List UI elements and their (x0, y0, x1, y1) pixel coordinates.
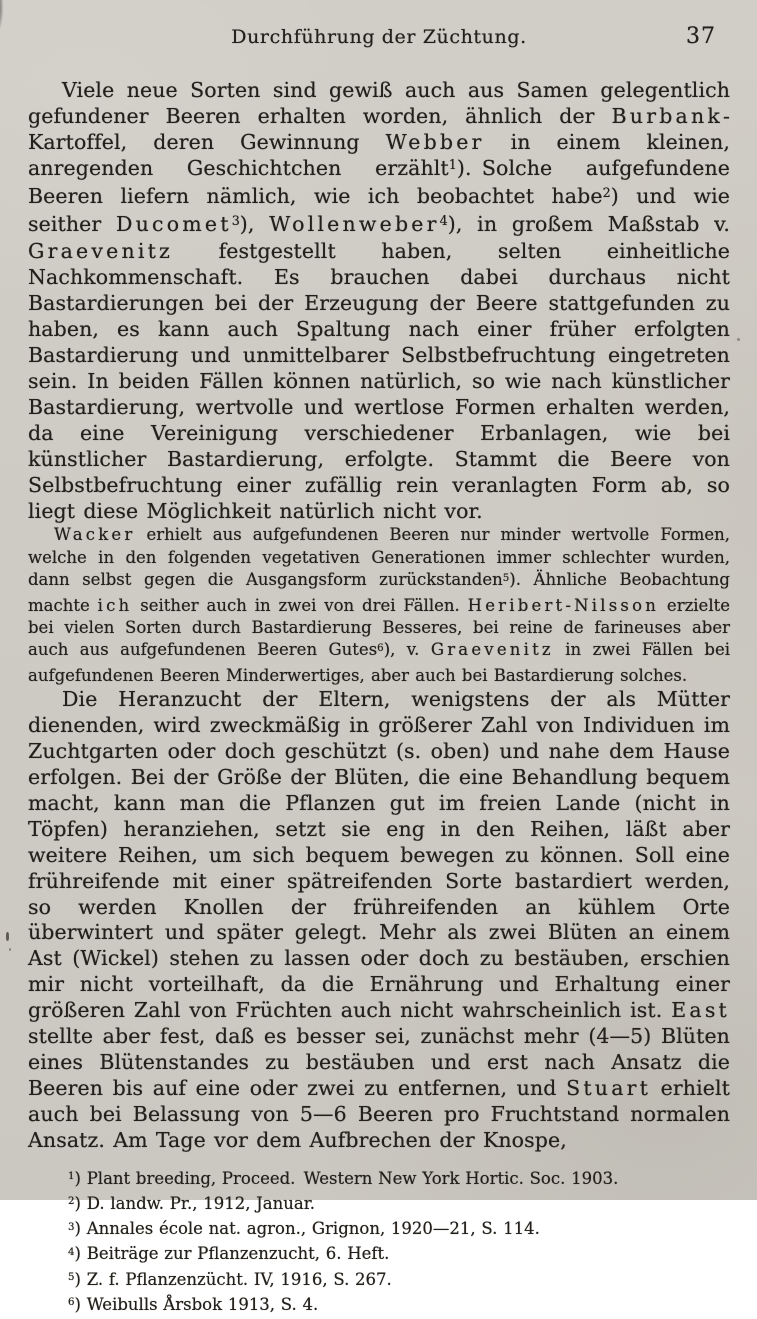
footnote-text: ) Z. f. Pflanzenzücht. IV, 1916, S. 267. (74, 1269, 392, 1289)
paragraph-2-small-print (28, 524, 730, 687)
spaced-name-webber: Webber (385, 129, 485, 154)
text-run: festgestellt haben, selten einheitliche Nachkommenschaft. Es brauchen dabei durchaus nicht Bastardierungen bei der Erzeugung der Beere stattgefunden zu haben, es kann auch Spaltung nach einer früher erfolgten Bastardierung und unmittelbarer Selbstbefruchtung eingetreten sein. In beiden Fällen können natürlich, so wie nach künstlicher Bastardierung, wertvolle und wertlose Formen erhalten werden, da eine Vereinigung verschiedener Erbanlagen, wie bei künstlicher Bastardierung, erfolgte. Stammt die Beere von Selbstbefruchtung einer zufällig rein veranlagten Form ab, so liegt diese Möglichkeit natürlich nicht vor. (28, 239, 730, 523)
footnote-marker: 1 (68, 1170, 75, 1182)
footnotes (28, 1168, 730, 1319)
text-block (28, 26, 730, 1319)
paragraph-3 (28, 687, 730, 1153)
footnote-ref-2: 2 (602, 184, 611, 200)
text-run: in einem kleinen, anregenden Geschichtchen erzählt (28, 129, 731, 180)
footnote-1 (68, 1168, 730, 1193)
text-run: stellte aber fest, daß es besser sei, zunächst mehr (4—5) Blüten eines Blütenstandes zu bestäuben und erst nach Ansatz die Beeren bis auf eine oder zwei zu entfernen, und (28, 1024, 730, 1100)
scan-speck (6, 932, 9, 941)
paragraph-2-container (28, 524, 730, 687)
scan-corner-artifact (0, 0, 18, 68)
spaced-name-graevenitz: Graevenitz (430, 640, 554, 660)
paragraph-1 (28, 78, 730, 524)
footnote-text: ) Annales école nat. agron., Grignon, 1920—21, S. 114. (74, 1219, 540, 1239)
footnote-ref-4: 4 (439, 212, 448, 228)
text-run: ), in großem Maßstab v. (447, 211, 731, 236)
spaced-name-east: East (671, 998, 730, 1023)
footnote-5 (68, 1269, 730, 1294)
footnote-marker: 4 (68, 1246, 75, 1258)
footnote-marker: 3 (68, 1221, 75, 1233)
text-run: ), (239, 211, 270, 236)
spaced-name-heribert-nilsson: Heribert-Nilsson (467, 595, 660, 615)
paragraph-3-container (28, 687, 730, 1153)
spaced-name-burbank: Burbank (611, 103, 723, 128)
page-header (28, 26, 730, 54)
footnote-ref-5: 5 (502, 572, 510, 584)
footnote-ref-3: 3 (231, 212, 240, 228)
footnote-4 (68, 1243, 730, 1268)
footnote-ref-6: 6 (377, 642, 384, 654)
text-run: ). Ähnliche Beobachtung machte (28, 570, 730, 615)
spaced-name-ducomet: Ducomet (116, 211, 232, 236)
text-run: erhielt aus aufgefundenen Beeren nur minder wertvolle Formen, welche in den folgenden vegetativen Generationen immer schlechter wurden, dann selbst gegen die Ausgangsform zurückstanden (28, 525, 730, 590)
scan-speck (9, 948, 11, 951)
footnote-marker: 2 (68, 1196, 75, 1208)
scan-speck (737, 338, 740, 341)
footnote-text: ) Beiträge zur Pflanzenzucht, 6. Heft. (74, 1244, 390, 1264)
text-run: Viele neue Sorten sind gewiß auch aus Samen gelegentlich gefundener Beeren erhalten worden, ähnlich der (28, 78, 730, 128)
text-run: ), v. (383, 640, 431, 660)
text-run: in zwei Fällen bei aufgefundenen Beeren Minderwertiges, aber auch bei Bastardierung solches. (28, 640, 730, 685)
footnote-text: ) D. landw. Pr., 1912, Januar. (74, 1193, 316, 1213)
footnote-3 (68, 1218, 730, 1243)
footnote-text: ) Weibulls Årsbok 1913, S. 4. (74, 1295, 319, 1315)
footnote-marker: 5 (68, 1272, 75, 1284)
footnote-marker: 6 (68, 1297, 75, 1309)
footnote-ref-1: 1 (448, 157, 457, 172)
spaced-name-graevenitz: Graevenitz (28, 239, 174, 264)
text-run: erhielt auch bei Belassung von 5—6 Beeren pro Fruchtstand normalen Ansatz. Am Tage vor dem Aufbrechen der Knospe, (28, 1075, 730, 1152)
footnote-2 (68, 1193, 730, 1218)
text-run: seither auch in zwei von drei Fällen. (132, 595, 468, 615)
spaced-name-wollenweber: Wollenweber (269, 211, 440, 236)
text-run: ). Solche aufgefundene Beeren liefern nämlich, wie ich beobachtet habe (28, 155, 730, 208)
footnote-6 (68, 1294, 730, 1319)
spaced-name-stuart: Stuart (566, 1075, 652, 1100)
text-run: Die Heranzucht der Eltern, wenigstens der als Mütter dienenden, wird zweckmäßig in größerer Zahl von Individuen im Zuchtgarten oder doch geschützt (s. oben) und nahe dem Hause erfolgen. Bei der Größe der Blüten, die eine Behandlung bequem macht, kann man die Pflanzen gut im freien Lande (nicht in Töpfen) heranziehen, setzt sie eng in den Reihen, läßt aber weitere Reihen, um sich bequem bewegen zu können. Soll eine frühreifende mit einer spätreifenden Sorte bastardiert werden, so werden Knollen der frühreifenden an kühlem Orte überwintert und später gelegt. Mehr als zwei Blüten an einem Ast (Wickel) stehen zu lassen oder doch zu bestäuben, erschien mir nicht vorteilhaft, da die Ernährung und Erhaltung einer größeren Zahl von Früchten auch nicht wahrscheinlich ist. (28, 687, 730, 1023)
running-title: Durchführung der Züchtung. (231, 26, 527, 48)
text-run: ) und wie seither (28, 183, 730, 236)
text-run: -Kartoffel, deren Gewinnung (28, 103, 730, 154)
spaced-word-ich: ich (97, 595, 133, 615)
spaced-name-wacker: Wacker (54, 525, 136, 545)
text-run: erzielte bei vielen Sorten durch Bastardierung Besseres, bei reine de farineuses aber auch aus aufgefundenen Beeren Gutes (28, 595, 730, 660)
footnote-text: ) Plant breeding, Proceed. Western New York Hortic. Soc. 1903. (74, 1168, 619, 1188)
page-number: 37 (686, 24, 716, 49)
paragraph-1-container (28, 78, 730, 524)
